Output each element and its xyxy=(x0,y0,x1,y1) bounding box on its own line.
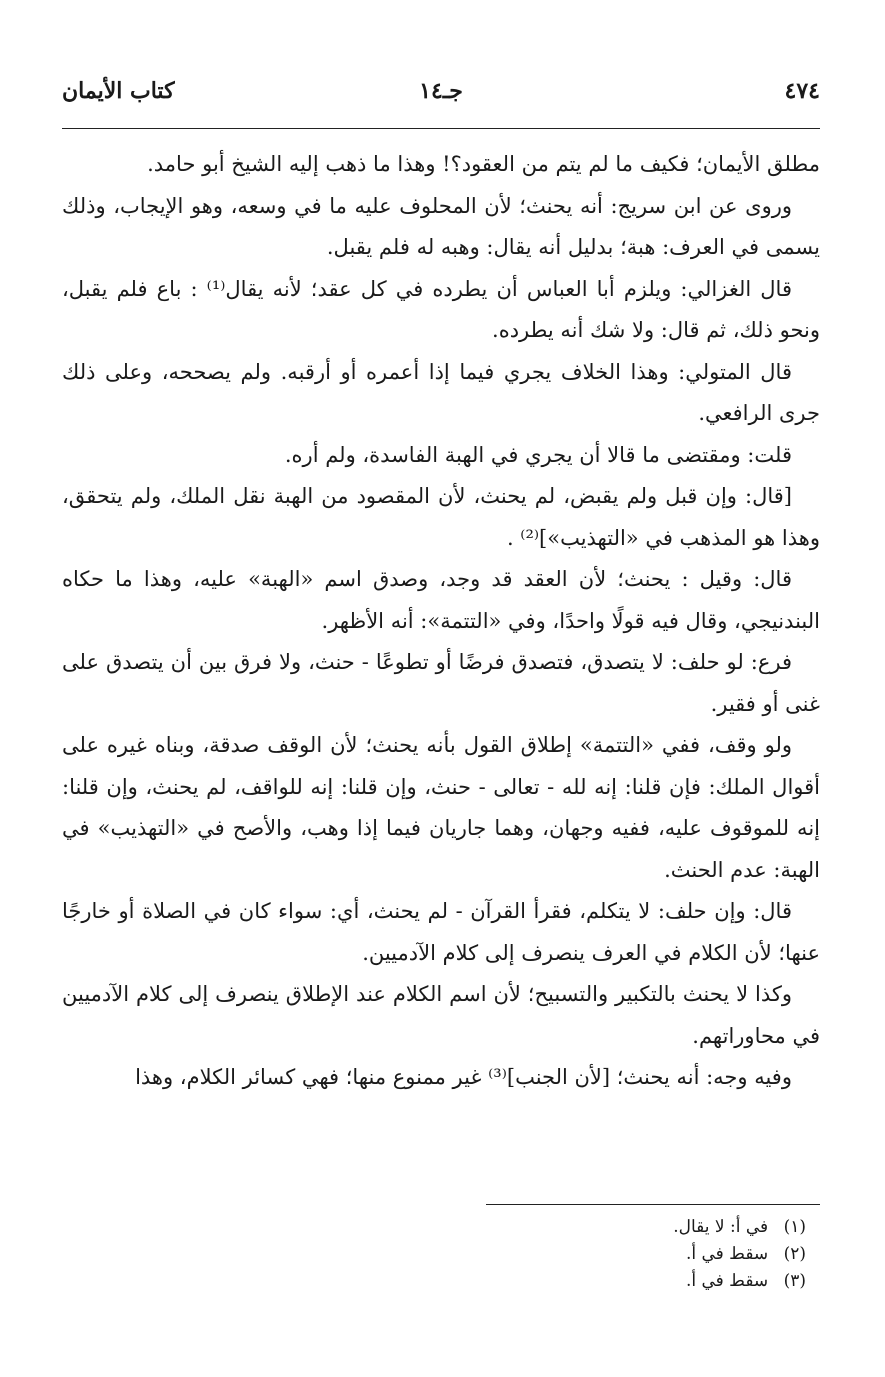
header-divider xyxy=(62,128,820,129)
running-header xyxy=(62,78,820,112)
footnote-number: (٢) xyxy=(783,1244,806,1264)
volume-label: جـ١٤ xyxy=(419,78,463,104)
footnote xyxy=(500,1241,820,1268)
book-title: كتاب الأيمان xyxy=(62,78,175,104)
footnotes xyxy=(500,1214,820,1295)
footnote-number: (١) xyxy=(783,1217,806,1237)
paragraph: [قال: وإن قبل ولم يقبض، لم يحنث، لأن المقصود من الهبة نقل الملك، ولم يتحقق، وهذا هو المذهب في «التهذيب»]⁽²⁾ . xyxy=(62,484,820,550)
paragraph: وكذا لا يحنث بالتكبير والتسبيح؛ لأن اسم الكلام عند الإطلاق ينصرف إلى كلام الآدميين في محاوراتهم. xyxy=(62,982,820,1048)
paragraph: قال المتولي: وهذا الخلاف يجري فيما إذا أعمره أو أرقبه. ولم يصححه، وعلى ذلك جرى الرافعي. xyxy=(62,359,820,425)
paragraph: فرع: لو حلف: لا يتصدق، فتصدق فرضًا أو تطوعًا - حنث، ولا فرق بين أن يتصدق على غنى أو فقير. xyxy=(62,650,820,716)
paragraph: قلت: ومقتضى ما قالا أن يجري في الهبة الفاسدة، ولم أره. xyxy=(284,442,792,467)
footnote-text: سقط في أ. xyxy=(685,1244,769,1264)
paragraph: ولو وقف، ففي «التتمة» إطلاق القول بأنه يحنث؛ لأن الوقف صدقة، وبناه غيره على أقوال الملك: فإن قلنا: إنه لله - تعالى - حنث، وإن قلنا: إنه للواقف، لم يحنث، وإن قلنا: إنه للموقوف عليه، ففيه وجهان، وهما جاريان فيما إذا وهب، والأصح في «التهذيب» في الهبة: عدم الحنث. xyxy=(62,733,820,882)
footnote-text: سقط في أ. xyxy=(685,1271,769,1291)
main-text xyxy=(62,144,820,1099)
footnote xyxy=(500,1268,820,1295)
paragraph: قال: وإن حلف: لا يتكلم، فقرأ القرآن - لم يحنث، أي: سواء كان في الصلاة أو خارجًا عنها؛ لأن الكلام في العرف ينصرف إلى كلام الآدميين. xyxy=(62,899,820,965)
footnote-divider xyxy=(486,1204,820,1205)
paragraph: مطلق الأيمان؛ فكيف ما لم يتم من العقود؟! وهذا ما ذهب إليه الشيخ أبو حامد. xyxy=(147,152,820,176)
paragraph: قال الغزالي: ويلزم أبا العباس أن يطرده في كل عقد؛ لأنه يقال⁽¹⁾ : باع فلم يقبل، ونحو ذلك، ثم قال: ولا شك أنه يطرده. xyxy=(62,276,820,342)
footnote xyxy=(500,1214,820,1241)
footnote-number: (٣) xyxy=(783,1271,806,1291)
footnote-text: في أ: لا يقال. xyxy=(673,1217,769,1237)
paragraph: وروى عن ابن سريج: أنه يحنث؛ لأن المحلوف عليه ما في وسعه، وهو الإيجاب، وذلك يسمى في العرف: هبة؛ بدليل أنه يقال: وهبه له فلم يقبل. xyxy=(62,193,820,259)
paragraph: قال: وقيل : يحنث؛ لأن العقد قد وجد، وصدق اسم «الهبة» عليه، وهذا ما حكاه البندنيجي، وقال فيه قولًا واحدًا، وفي «التتمة»: أنه الأظهر. xyxy=(62,567,820,633)
paragraph: وفيه وجه: أنه يحنث؛ [لأن الجنب]⁽³⁾ غير ممنوع منها؛ فهي كسائر الكلام، وهذا xyxy=(135,1065,792,1089)
page-number: ٤٧٤ xyxy=(784,78,820,104)
